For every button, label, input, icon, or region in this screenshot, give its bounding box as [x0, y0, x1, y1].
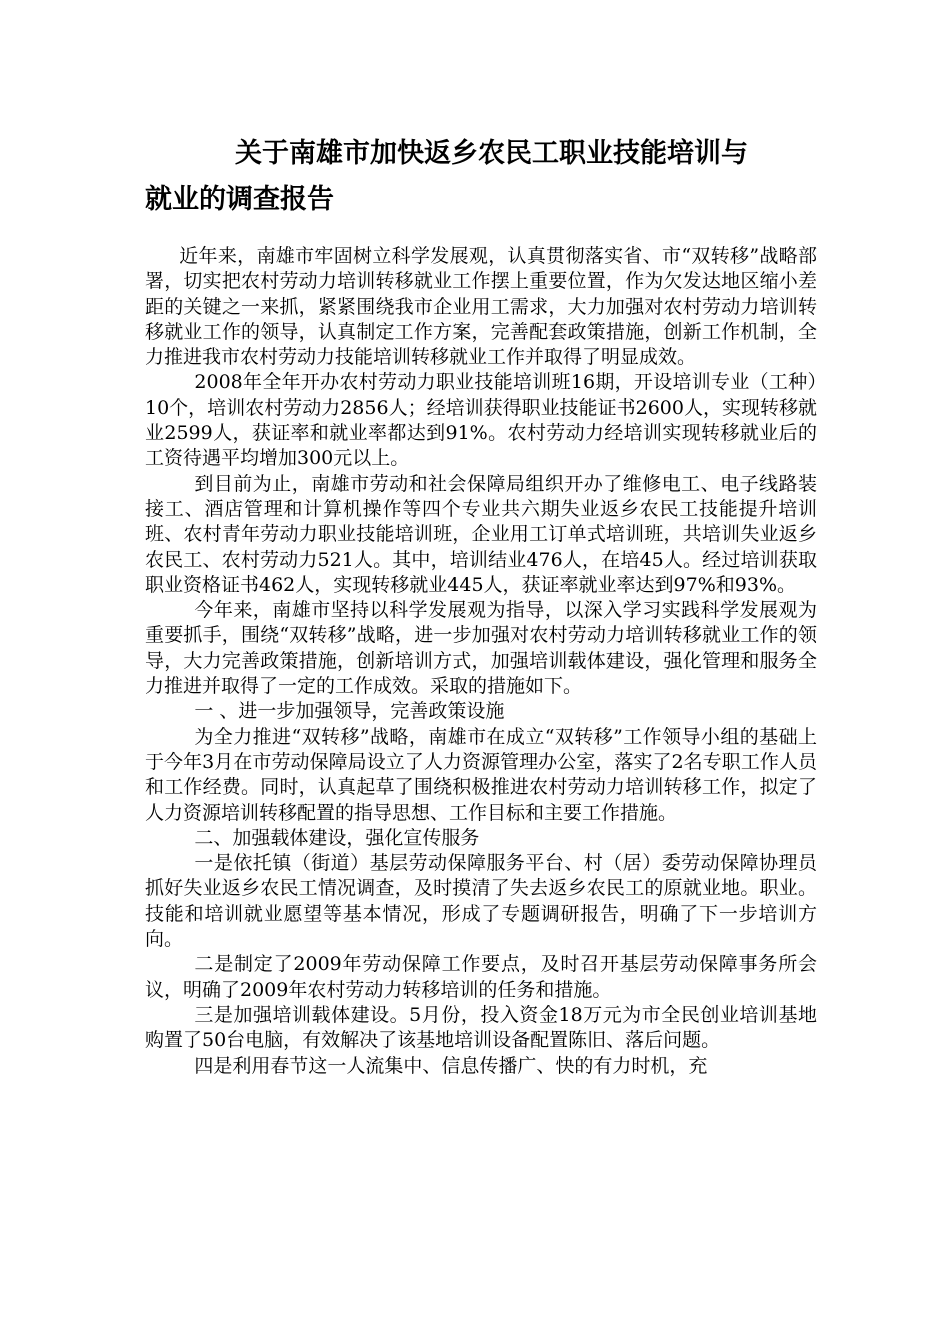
paragraph-measure-2: 二是制定了2009年劳动保障工作要点，及时召开基层劳动保障事务所会议，明确了2009年农村劳动力转移培训的任务和措施。 — [145, 953, 817, 1001]
paragraph-2008-results: 2008年全年开办农村劳动力职业技能培训班16期，开设培训专业（工种）10个，培训农村劳动力2856人；经培训获得职业技能证书2600人，实现转移就业2599人，获证率和就业率都达到91%。农村劳动力经培训实现转移就业后的工资待遇平均增加300元以上。 — [145, 371, 817, 470]
paragraph-measure-4: 四是利用春节这一人流集中、信息传播广、快的有力时机，充 — [194, 1054, 708, 1077]
report-title-line2: 就业的调查报告 — [145, 184, 334, 215]
section-heading-2: 二、加强载体建设，强化宣传服务 — [194, 826, 480, 849]
paragraph-current-results: 到目前为止，南雄市劳动和社会保障局组织开办了维修电工、电子线路装接工、酒店管理和计算机操作等四个专业共六期失业返乡农民工技能提升培训班、农村青年劳动力职业技能培训班，企业用工订单式培训班，共培训失业返乡农民工、农村劳动力521人。其中，培训结业476人，在培45人。经过培训获取职业资格证书462人，实现转移就业445人，获证率就业率达到97%和93%。 — [145, 472, 817, 596]
paragraph-measure-3: 三是加强培训载体建设。5月份，投入资金18万元为市全民创业培训基地购置了50台电脑，有效解决了该基地培训设备配置陈旧、落后问题。 — [145, 1003, 817, 1052]
paragraph-this-year: 今年来，南雄市坚持以科学发展观为指导，以深入学习实践科学发展观为重要抓手，围绕“双转移”战略，进一步加强对农村劳动力培训转移就业工作的领导，大力完善政策措施，创新培训方式，加强培训载体建设，强化管理和服务全力推进并取得了一定的工作成效。采取的措施如下。 — [145, 599, 817, 698]
report-body — [145, 244, 817, 1079]
section-heading-1: 一 、进一步加强领导，完善政策设施 — [194, 700, 505, 723]
paragraph-measure-1: 一是依托镇（街道）基层劳动保障服务平台、村（居）委劳动保障协理员抓好失业返乡农民工情况调查，及时摸清了失去返乡农民工的原就业地。职业。技能和培训就业愿望等基本情况，形成了专题调研报告，明确了下一步培训方向。 — [145, 852, 817, 951]
paragraph-intro: 近年来，南雄市牢固树立科学发展观，认真贯彻落实省、市“双转移”战略部署，切实把农村劳动力培训转移就业工作摆上重要位置，作为欠发达地区缩小差距的关键之一来抓，紧紧围绕我市企业用工需求，大力加强对农村劳动力培训转移就业工作的领导，认真制定工作方案，完善配套政策措施，创新工作机制，全力推进我市农村劳动力技能培训转移就业工作并取得了明显成效。 — [145, 245, 817, 369]
paragraph-leadership: 为全力推进“双转移”战略，南雄市在成立“双转移”工作领导小组的基础上于今年3月在市劳动保障局设立了人力资源管理办公室，落实了2名专职工作人员和工作经费。同时，认真起草了围绕积极推进农村劳动力培训转移工作，拟定了人力资源培训转移配置的指导思想、工作目标和主要工作措施。 — [145, 725, 817, 824]
report-title-line1: 关于南雄市加快返乡农民工职业技能培训与 — [235, 138, 748, 169]
